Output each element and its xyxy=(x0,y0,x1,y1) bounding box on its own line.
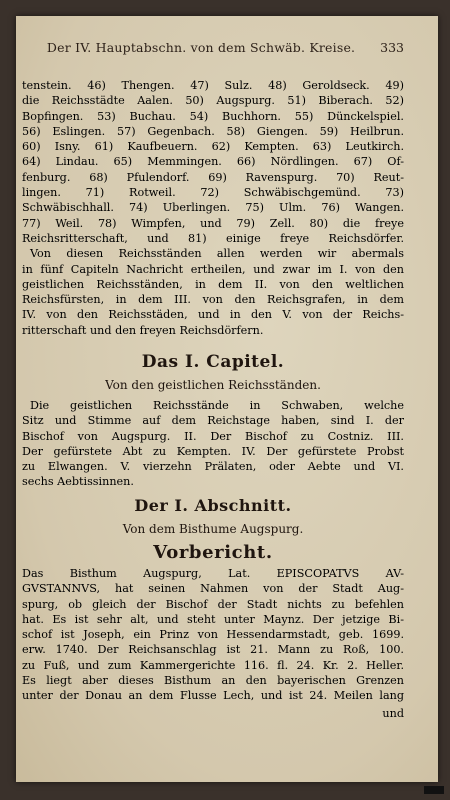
text-line: die Reichsstädte Aalen. 50) Augspurg. 51) Biberach. 52) xyxy=(22,94,404,108)
paragraph-4-block xyxy=(22,566,404,704)
running-title: Der IV. Hauptabschn. von dem Schwäb. Kreise. xyxy=(46,40,356,55)
page-body xyxy=(22,78,404,338)
text-line: Reichsritterschaft, und 81) einige freye Reichsdörfer. xyxy=(22,231,404,245)
text-line: spurg, ob gleich der Bischof der Stadt nichts zu befehlen xyxy=(22,597,404,611)
chapter-subtitle: Von den geistlichen Reichsständen. xyxy=(105,378,321,392)
text-line: hat. Es ist sehr alt, und steht unter Maynz. Der jetzige Bi- xyxy=(22,612,404,626)
footer-strip xyxy=(120,787,330,792)
section-subtitle: Von dem Bisthume Augspurg. xyxy=(122,522,304,536)
text-line: fenburg. 68) Pfulendorf. 69) Ravenspurg. 70) Reut- xyxy=(22,170,404,184)
paragraph-1 xyxy=(22,78,404,246)
text-line: unter der Donau an dem Flusse Lech, und ist 24. Meilen lang xyxy=(22,689,404,703)
text-line: in fünf Capiteln Nachricht ertheilen, und zwar im I. von den xyxy=(22,262,404,276)
text-line: 77) Weil. 78) Wimpfen, und 79) Zell. 80) die freye xyxy=(22,216,404,230)
text-line: 56) Eslingen. 57) Gegenbach. 58) Giengen. 59) Heilbrun. xyxy=(22,124,404,138)
text-line: Sitz und Stimme auf dem Reichstage haben, sind I. der xyxy=(22,414,404,428)
text-line: Der gefürstete Abt zu Kempten. IV. Der gefürstete Probst xyxy=(22,444,404,458)
paragraph-4 xyxy=(22,566,404,704)
preface-title: Vorbericht. xyxy=(153,542,273,563)
chapter-title: Das I. Capitel. xyxy=(141,352,285,372)
section-title: Der I. Abschnitt. xyxy=(134,496,292,515)
paragraph-3-block xyxy=(22,398,404,490)
text-line: tenstein. 46) Thengen. 47) Sulz. 48) Geroldseck. 49) xyxy=(22,79,404,92)
text-line: Schwäbischhall. 74) Uberlingen. 75) Ulm. 76) Wangen. xyxy=(22,201,404,215)
text-line: Es liegt aber dieses Bisthum an den bayerischen Grenzen xyxy=(22,674,404,688)
text-line: Von diesen Reichsständen allen werden wir abermals xyxy=(30,247,404,261)
text-line: Bopfingen. 53) Buchau. 54) Buchhorn. 55) Dünckelspiel. xyxy=(22,109,404,123)
text-line: lingen. 71) Rotweil. 72) Schwäbischgemünd. 73) xyxy=(22,186,404,200)
text-line: sechs Aebtissinnen. xyxy=(22,475,134,489)
text-line: zu Fuß, und zum Kammergerichte 116. fl. 24. Kr. 2. Heller. xyxy=(22,658,404,672)
text-line: GVSTANNVS, hat seinen Nahmen von der Stadt Aug- xyxy=(22,582,404,596)
paragraph-2 xyxy=(22,246,404,338)
text-line: ritterschaft und den freyen Reichsdörfern. xyxy=(22,323,264,337)
page-number: 333 xyxy=(380,40,404,55)
catchword-block xyxy=(22,706,404,721)
corner-logo xyxy=(424,786,444,794)
text-line: 60) Isny. 61) Kaufbeuern. 62) Kempten. 63) Leutkirch. xyxy=(22,140,404,154)
running-header xyxy=(22,40,404,55)
text-line: 64) Lindau. 65) Memmingen. 66) Nördlingen. 67) Of- xyxy=(22,155,404,169)
text-line: IV. von den Reichsstäden, und in den V. von der Reichs- xyxy=(22,308,404,322)
text-line: Das Bisthum Augspurg, Lat. EPISCOPATVS AV- xyxy=(22,567,404,580)
catchword: und xyxy=(382,707,404,720)
text-line: Bischof von Augspurg. II. Der Bischof zu Costniz. III. xyxy=(22,429,404,443)
text-line: erw. 1740. Der Reichsanschlag ist 21. Mann zu Roß, 100. xyxy=(22,643,404,657)
text-line: zu Elwangen. V. vierzehn Prälaten, oder Aebte und VI. xyxy=(22,460,404,474)
text-line: geistlichen Reichsständen, in dem II. von den weltlichen xyxy=(22,277,404,291)
text-line: Reichsfürsten, in dem III. von den Reichsgrafen, in dem xyxy=(22,293,404,307)
text-line: schof ist Joseph, ein Prinz von Hessendarmstadt, geb. 1699. xyxy=(22,628,404,642)
paragraph-3 xyxy=(22,398,404,490)
text-line: Die geistlichen Reichsstände in Schwaben, welche xyxy=(30,399,404,412)
